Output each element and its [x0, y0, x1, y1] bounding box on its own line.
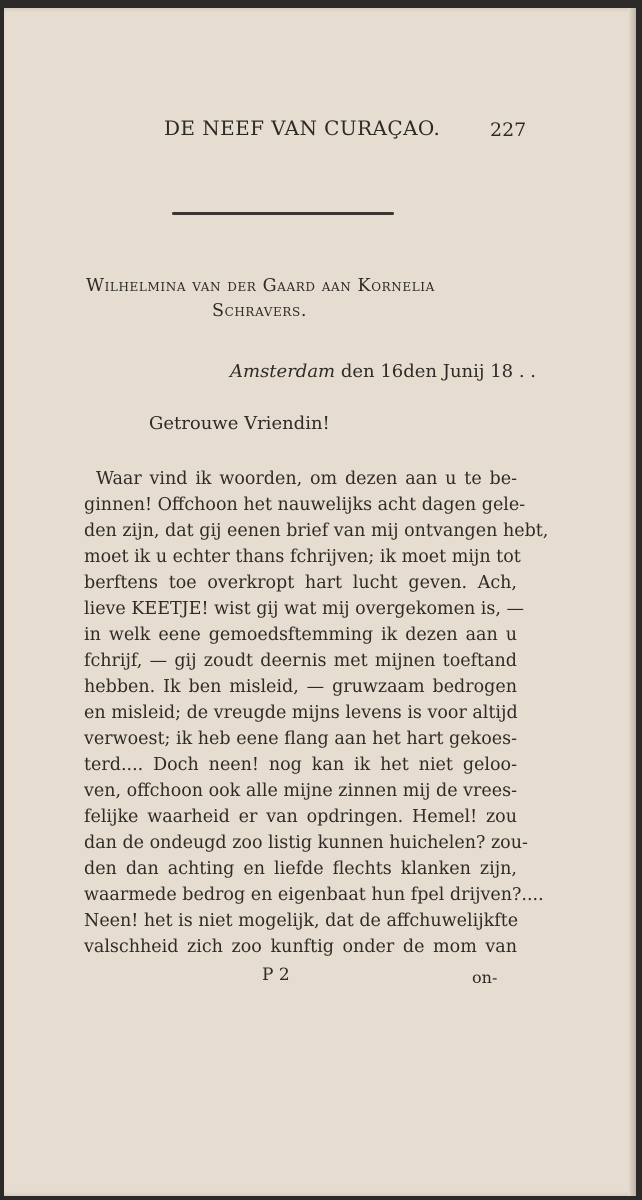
letter-heading-line1: Wilhelmina van der Gaard aan Kornelia	[86, 276, 435, 296]
letter-date-line	[230, 361, 536, 382]
body-line: ven, offchoon ook alle mijne zinnen mij de vrees-	[84, 781, 517, 801]
date-rest: den 16den Junij 18 . .	[335, 361, 536, 382]
body-line: hebben. Ik ben misleid, — gruwzaam bedrogen	[84, 677, 517, 697]
body-line: valschheid zich zoo kunftig onder de mom van	[84, 937, 517, 957]
body-line: waarmede bedrog en eigenbaat hun fpel drijven?....	[84, 885, 544, 905]
catchword: on-	[472, 968, 498, 987]
body-line: dan de ondeugd zoo listig kunnen huichelen? zou-	[84, 833, 528, 853]
running-head-title: DE NEEF VAN CURAÇAO.	[164, 116, 441, 140]
printer-signature-mark: P 2	[262, 965, 290, 985]
body-line: felijke waarheid er van opdringen. Hemel! zou	[84, 807, 517, 827]
body-line: in welk eene gemoedsftemming ik dezen aan u	[84, 625, 517, 645]
date-place: Amsterdam	[230, 361, 336, 382]
page-edge-shadow	[628, 8, 636, 1196]
section-divider-rule	[172, 212, 394, 215]
letter-heading-line2: Schravers.	[212, 301, 307, 321]
book-page	[4, 8, 636, 1196]
body-line: fchrijf, — gij zoudt deernis met mijnen toeftand	[84, 651, 517, 671]
body-line: Waar vind ik woorden, om dezen aan u te be-	[96, 469, 517, 489]
body-line: moet ik u echter thans fchrijven; ik moet mijn tot	[84, 547, 521, 567]
page-number: 227	[490, 119, 527, 141]
body-line: ginnen! Offchoon het nauwelijks acht dagen gele-	[84, 495, 526, 515]
body-line: Neen! het is niet mogelijk, dat de affchuwelijkfte	[84, 911, 519, 931]
body-line: berftens toe overkropt hart lucht geven. Ach,	[84, 573, 517, 593]
body-line: den dan achting en liefde flechts klanken zijn,	[84, 859, 517, 879]
body-line: verwoest; ik heb eene flang aan het hart gekoes-	[84, 729, 517, 749]
body-line: lieve KEETJE! wist gij wat mij overgekomen is, —	[84, 599, 524, 619]
body-line: en misleid; de vreugde mijns levens is voor altijd	[84, 703, 518, 723]
letter-salutation: Getrouwe Vriendin!	[149, 413, 330, 434]
body-line: den zijn, dat gij eenen brief van mij ontvangen hebt,	[84, 521, 549, 541]
body-line: terd.... Doch neen! nog kan ik het niet geloo-	[84, 755, 517, 775]
